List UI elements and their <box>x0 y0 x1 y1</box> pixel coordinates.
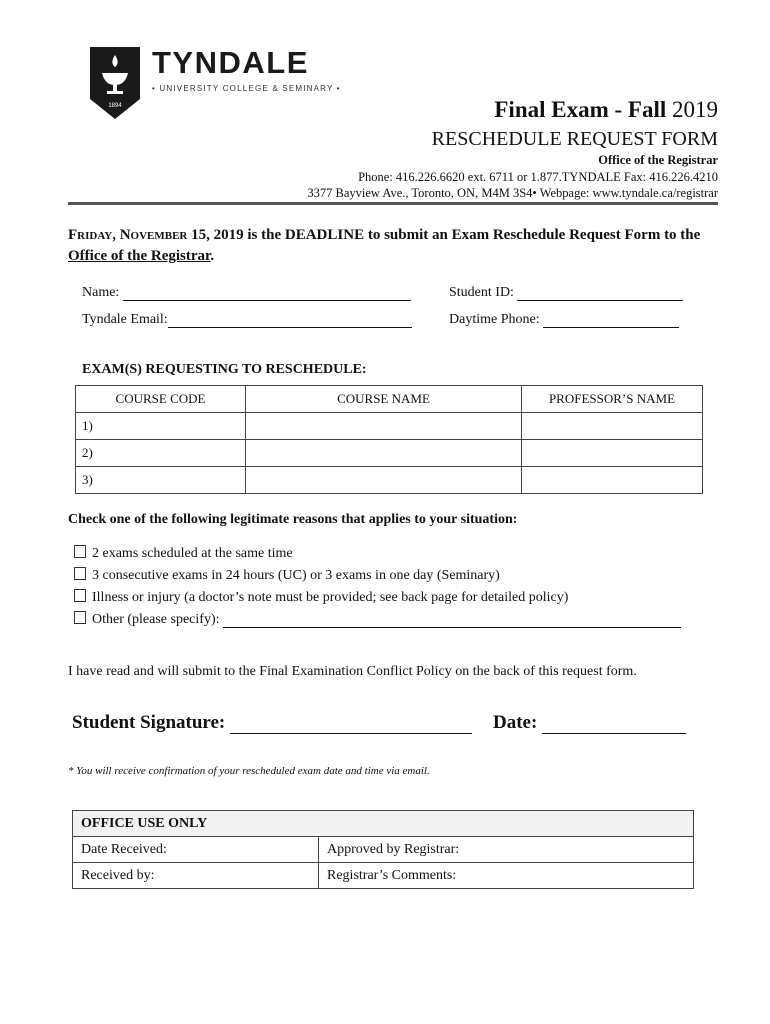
deadline-text: is the DEADLINE to submit an Exam Reschedule Request Form to the <box>243 227 701 243</box>
form-subtitle: RESCHEDULE REQUEST FORM <box>431 128 718 150</box>
row-number[interactable]: 2) <box>76 440 246 467</box>
phone-label: Daytime Phone: <box>449 312 540 327</box>
reason-option-same-time[interactable] <box>74 545 293 562</box>
phone-field[interactable] <box>449 312 679 328</box>
email-field[interactable] <box>82 312 412 328</box>
table-row <box>76 440 703 467</box>
tyndale-logo-shield <box>90 47 140 119</box>
table-row <box>73 863 694 889</box>
header-divider <box>68 202 718 205</box>
deadline-statement <box>68 225 718 267</box>
received-by-cell[interactable]: Received by: <box>73 863 319 889</box>
date-label: Date: <box>493 712 538 733</box>
contact-address: 3377 Bayview Ave., Toronto, ON, M4M 3S4• Webpage: www.tyndale.ca/registrar <box>307 186 718 200</box>
office-name: Office of the Registrar <box>598 153 718 167</box>
other-specify-line[interactable] <box>223 613 681 628</box>
student-id-field[interactable] <box>449 285 683 301</box>
date-field[interactable] <box>493 712 686 734</box>
checkbox[interactable] <box>74 545 86 558</box>
form-title-year: 2019 <box>672 97 718 122</box>
tyndale-wordmark: TYNDALE <box>152 45 309 80</box>
policy-acknowledgement: I have read and will submit to the Final Examination Conflict Policy on the back of this request form. <box>68 664 637 679</box>
reasons-heading: Check one of the following legitimate reasons that applies to your situation: <box>68 512 518 527</box>
office-use-table <box>72 810 694 889</box>
exams-heading: EXAM(S) REQUESTING TO RESCHEDULE: <box>82 362 367 377</box>
table-row <box>76 467 703 494</box>
deadline-date: Friday, November 15, 2019 <box>68 227 244 243</box>
student-id-line[interactable] <box>517 286 683 301</box>
comments-cell[interactable]: Registrar’s Comments: <box>319 863 694 889</box>
professor-cell[interactable] <box>522 440 703 467</box>
date-line[interactable] <box>542 714 686 734</box>
reason-label: 2 exams scheduled at the same time <box>92 546 293 561</box>
registrar-office-link[interactable]: Office of the Registrar <box>68 248 211 264</box>
exams-table <box>75 385 703 494</box>
form-title <box>494 97 718 123</box>
checkbox[interactable] <box>74 589 86 602</box>
col-professor-name: PROFESSOR’S NAME <box>522 386 703 413</box>
reason-option-consecutive[interactable] <box>74 567 500 584</box>
signature-line[interactable] <box>230 714 472 734</box>
professor-cell[interactable] <box>522 413 703 440</box>
col-course-name: COURSE NAME <box>246 386 522 413</box>
email-line[interactable] <box>168 313 412 328</box>
contact-phone: Phone: 416.226.6620 ext. 6711 or 1.877.TYNDALE Fax: 416.226.4210 <box>358 170 718 184</box>
checkbox[interactable] <box>74 567 86 580</box>
course-name-cell[interactable] <box>246 467 522 494</box>
logo-est-year: 1894 <box>108 103 122 109</box>
tyndale-tagline: • UNIVERSITY COLLEGE & SEMINARY • <box>152 84 341 93</box>
confirmation-note: * You will receive confirmation of your rescheduled exam date and time via email. <box>68 765 430 777</box>
deadline-end: . <box>210 248 215 264</box>
phone-line[interactable] <box>543 313 679 328</box>
course-name-cell[interactable] <box>246 440 522 467</box>
reason-label: Illness or injury (a doctor’s note must be provided; see back page for detailed policy) <box>92 590 569 605</box>
reason-label: 3 consecutive exams in 24 hours (UC) or 3 exams in one day (Seminary) <box>92 568 500 583</box>
name-label: Name: <box>82 285 120 300</box>
col-course-code: COURSE CODE <box>76 386 246 413</box>
name-field[interactable] <box>82 285 411 301</box>
table-row <box>73 837 694 863</box>
form-title-text: Final Exam - Fall <box>494 97 667 122</box>
professor-cell[interactable] <box>522 467 703 494</box>
reason-option-illness[interactable] <box>74 589 568 606</box>
reason-label: Other (please specify): <box>92 612 220 627</box>
student-id-label: Student ID: <box>449 285 514 300</box>
row-number[interactable]: 1) <box>76 413 246 440</box>
row-number[interactable]: 3) <box>76 467 246 494</box>
reason-option-other[interactable] <box>74 611 681 628</box>
email-label: Tyndale Email: <box>82 312 168 327</box>
approved-cell[interactable]: Approved by Registrar: <box>319 837 694 863</box>
exams-header-row <box>76 386 703 413</box>
table-row <box>76 413 703 440</box>
course-name-cell[interactable] <box>246 413 522 440</box>
date-received-cell[interactable]: Date Received: <box>73 837 319 863</box>
checkbox[interactable] <box>74 611 86 624</box>
signature-field[interactable] <box>72 712 472 734</box>
office-use-header-row <box>73 811 694 837</box>
signature-label: Student Signature: <box>72 712 226 733</box>
office-use-heading: OFFICE USE ONLY <box>73 811 694 837</box>
name-line[interactable] <box>123 286 411 301</box>
